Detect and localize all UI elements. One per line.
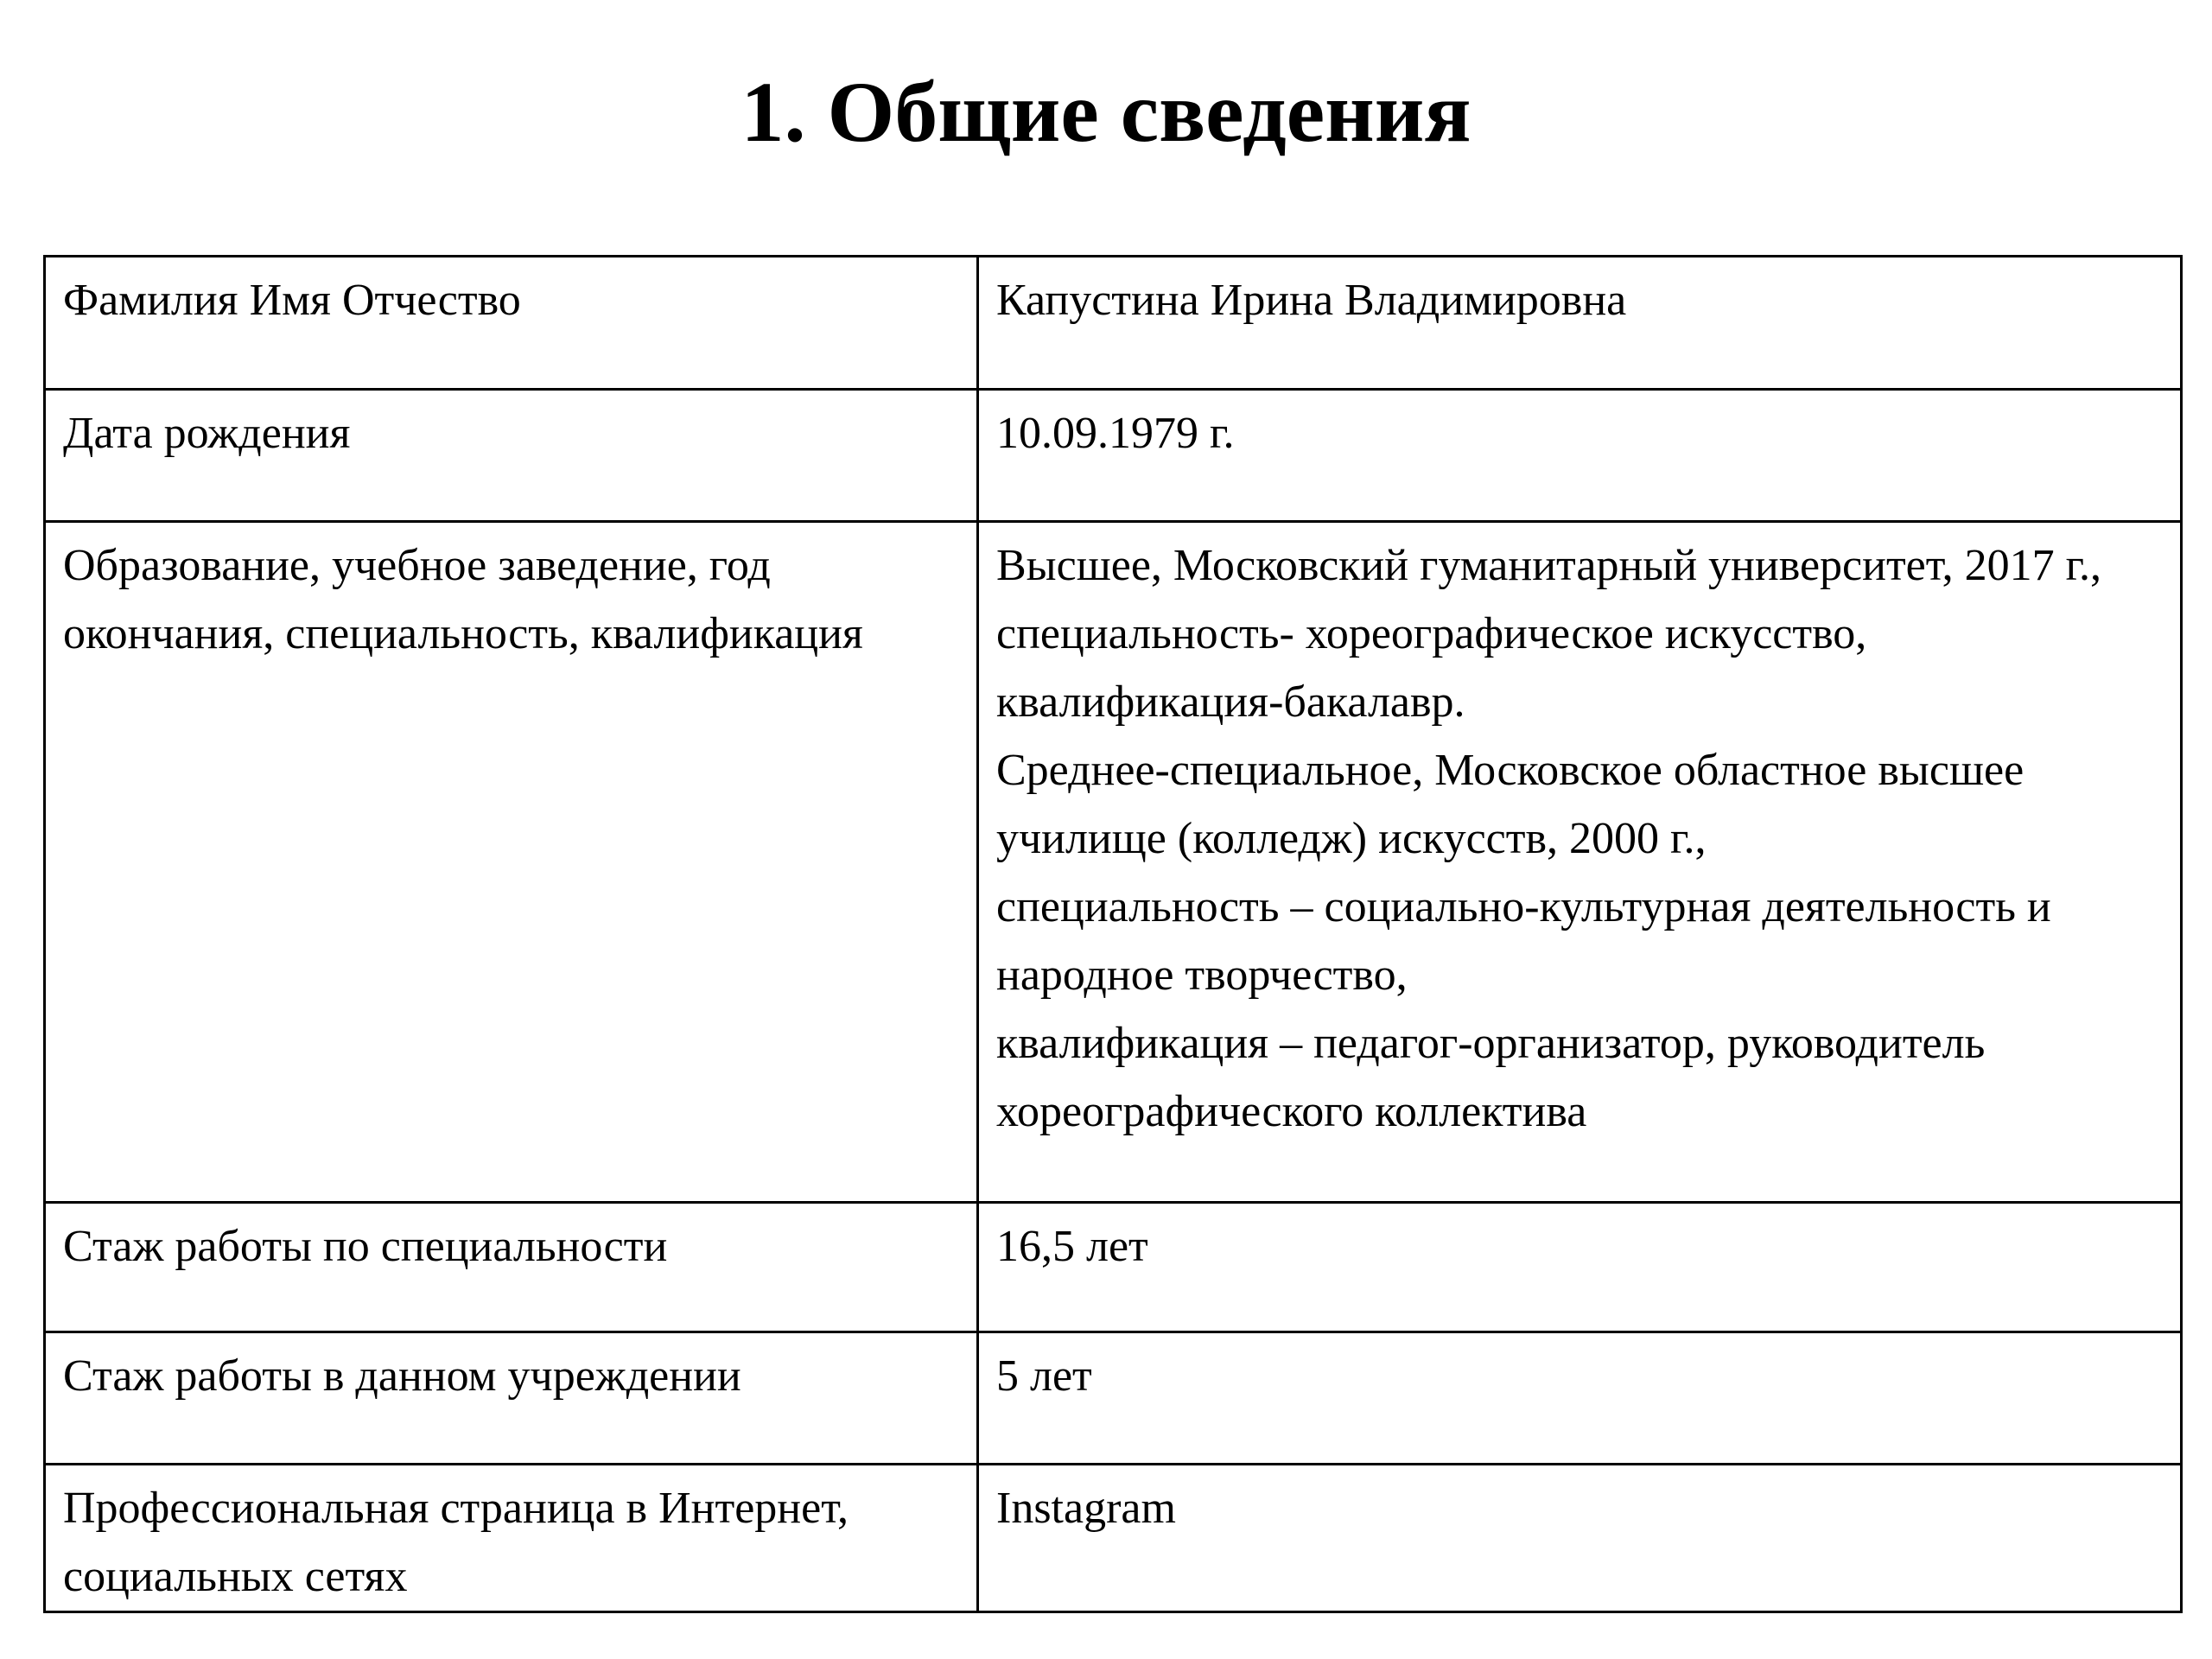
specialty-experience-value: 16,5 лет [996,1222,1148,1271]
table-row-birth-date [45,390,2182,522]
specialty-experience-label: Стаж работы по специальности [63,1222,668,1271]
education-value-line: квалификация – педагог-организатор, руководитель хореографического коллектива [996,1019,1986,1136]
label-cell [45,1203,978,1332]
page-title: 1. Общие сведения [741,64,1471,160]
label-cell [45,1332,978,1465]
value-cell [978,1465,2182,1612]
value-cell [978,390,2182,522]
label-cell [45,390,978,522]
full-name-value: Капустина Ирина Владимировна [996,276,1627,325]
institution-experience-value: 5 лет [996,1351,1092,1401]
full-name-label: Фамилия Имя Отчество [63,276,521,325]
label-cell [45,257,978,390]
table-row-professional-page [45,1465,2182,1612]
table-row-full-name [45,257,2182,390]
label-cell [45,1465,978,1612]
label-cell [45,522,978,1203]
education-label: Образование, учебное заведение, год окончания, специальность, квалификация [63,541,863,658]
professional-page-value: Instagram [996,1484,1176,1533]
value-cell [978,257,2182,390]
birth-date-label: Дата рождения [63,409,351,458]
value-cell [978,522,2182,1203]
education-value-line: Высшее, Московский гуманитарный университет, 2017 г., [996,541,2102,590]
table-row-specialty-experience [45,1203,2182,1332]
professional-page-label: Профессиональная страница в Интернет, социальных сетях [63,1484,849,1601]
education-value-line: специальность- хореографическое искусство, [996,609,1867,658]
table-row-education [45,522,2182,1203]
value-cell [978,1332,2182,1465]
general-info-table [43,255,2183,1613]
birth-date-value: 10.09.1979 г. [996,409,1235,458]
value-cell [978,1203,2182,1332]
institution-experience-label: Стаж работы в данном учреждении [63,1351,741,1401]
education-value-line: квалификация-бакалавр. [996,677,1465,727]
table-row-institution-experience [45,1332,2182,1465]
education-value-line: специальность – социально-культурная деятельность и народное творчество, [996,882,2051,1000]
education-value-line: Среднее-специальное, Московское областное высшее училище (колледж) искусств, 2000 г., [996,746,2024,863]
